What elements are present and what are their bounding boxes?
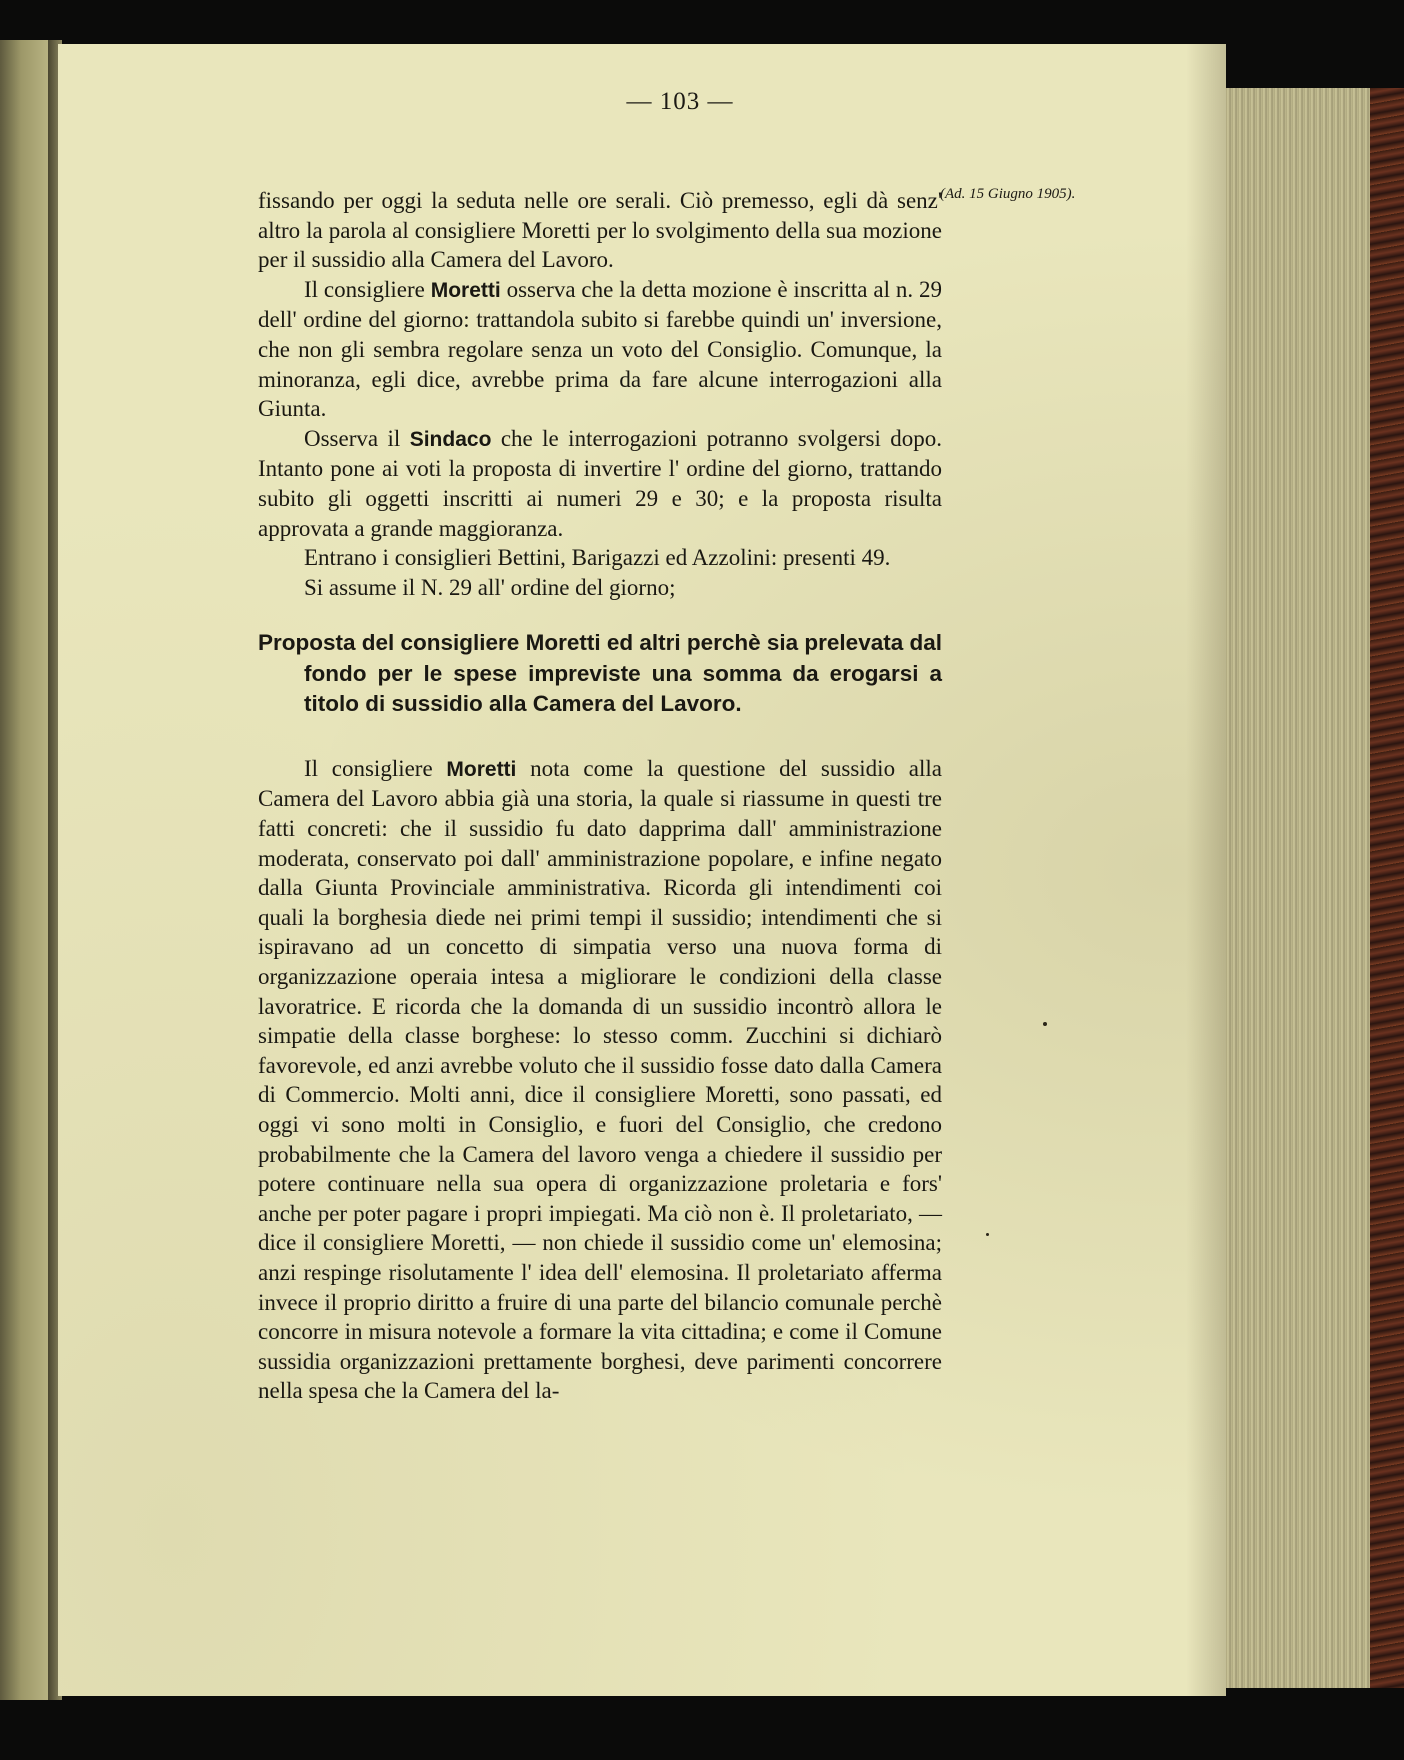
ink-speck bbox=[986, 1233, 989, 1236]
intro-paragraph-3 bbox=[258, 424, 942, 543]
intro-paragraph-1: fissando per oggi la seduta nelle ore serali. Ciò premesso, egli dà senz' altro la parola al consigliere Moretti per lo svolgimento della sua mozione per il sussidio alla Camera del Lavoro. bbox=[258, 188, 942, 273]
p2-lead: Il consigliere bbox=[304, 276, 431, 302]
page-edge-shadow bbox=[1186, 44, 1226, 1696]
text-column bbox=[258, 186, 942, 1406]
section-heading: Proposta del consigliere Moretti ed altri perchè sia prelevata dal fondo per le spese impreviste una somma da erogarsi a titolo di sussidio alla Camera del Lavoro. bbox=[258, 630, 942, 717]
speaker-name: Moretti bbox=[430, 278, 501, 302]
body-paragraph bbox=[258, 754, 942, 1406]
body-text: nota come la questione del sussidio alla Camera del Lavoro abbia già una storia, la quale si riassume in questi tre fatti concreti: che il sussidio fu dato dapprima dall' amministrazione moderata, conservato poi dall' amministrazione popolare, e infine negato dalla Giunta Provinciale amministrativa. Ricorda gli intendimenti coi quali la borghesia diede nei primi tempi il sussidio; intendimenti che si ispiravano ad un concetto di simpatia verso una nuova forma di organizzazione operaia intesa a migliorare le condizioni della classe lavoratrice. E ricorda che la domanda di un sussidio incontrò allora le simpatie della classe borghese: lo stesso comm. Zucchini si dichiarò favorevole, ed anzi avrebbe voluto che il sussidio fosse dato dalla Camera di Commercio. Molti anni, dice il consigliere Moretti, sono passati, ed oggi vi sono molti in Consiglio, e fuori del Consiglio, che credono probabilmente che la Camera del lavoro venga a chiedere il sussidio per potere continuare nella sua opera di organizzazione proletaria e fors' anche per poter pagare i propri impiegati. Ma ciò non è. Il proletariato, — dice il consigliere Moretti, — non chiede il sussidio come un' elemosina; anzi respinge risolutamente l' idea dell' elemosina. Il proletariato afferma invece il proprio diritto a fruire di una parte del bilancio comunale perchè concorre in misura notevole a formare la vita cittadina; e come il Comune sussidia organizzazioni prettamente borghesi, deve parimenti concorrere nella spesa che la Camera del la- bbox=[258, 755, 942, 1404]
ink-speck bbox=[1043, 1022, 1047, 1026]
intro-paragraph-2 bbox=[258, 275, 942, 424]
page-stack-edge bbox=[1226, 88, 1376, 1688]
speaker-name: Sindaco bbox=[409, 427, 492, 451]
page-number-header: — 103 — bbox=[626, 88, 734, 115]
p3-lead: Osserva il bbox=[304, 425, 410, 451]
body-lead: Il consigliere bbox=[304, 755, 447, 781]
margin-date-note: (Ad. 15 Giugno 1905). bbox=[940, 186, 1076, 202]
intro-paragraph-5: Si assume il N. 29 all' ordine del giorno; bbox=[304, 574, 676, 600]
left-page-edge bbox=[0, 40, 52, 1700]
marbled-cover bbox=[1370, 88, 1404, 1688]
speaker-name: Moretti bbox=[446, 757, 517, 781]
intro-paragraph-4: Entrano i consiglieri Bettini, Barigazzi ed Azzolini: presenti 49. bbox=[304, 545, 891, 571]
p3-text: che le interrogazioni potranno svolgersi dopo. Intanto pone ai voti la proposta di invertire l' ordine del giorno, trattando subito gli oggetti inscritti ai numeri 29 e 30; e la proposta risulta approvata a grande maggioranza. bbox=[258, 425, 943, 541]
p2-text: osserva che la detta mozione è inscritta al n. 29 dell' ordine del giorno: trattandola subito si farebbe quindi un' inversione, che non gli sembra regolare senza un voto del Consiglio. Comunque, la minoranza, egli dice, avrebbe prima da fare alcune interrogazioni alla Giunta. bbox=[258, 276, 942, 422]
